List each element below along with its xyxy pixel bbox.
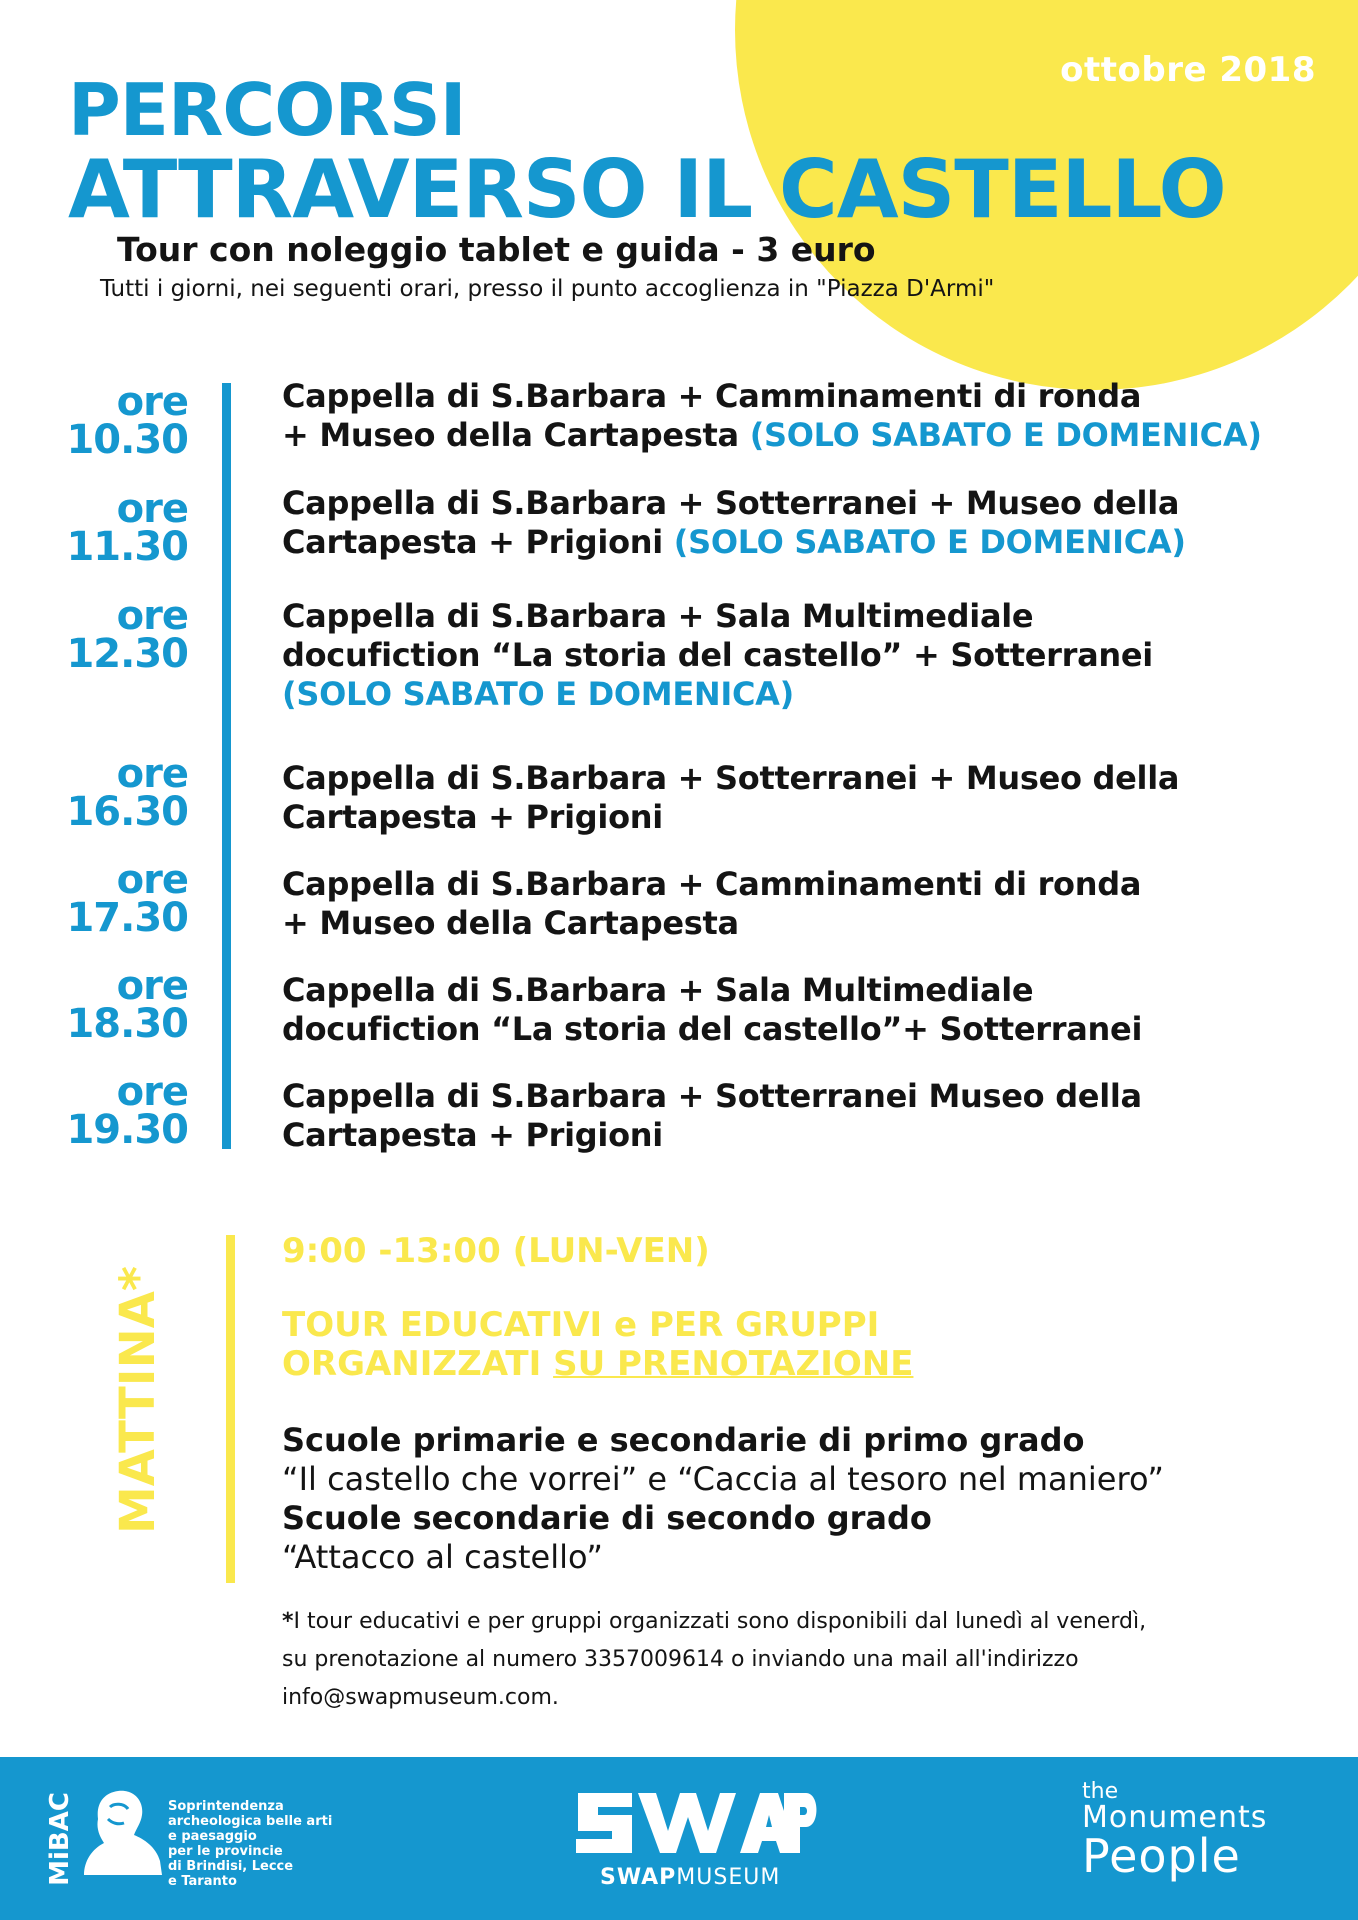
school-category-title: Scuole secondarie di secondo grado — [282, 1499, 932, 1537]
monuments-people: People — [1082, 1829, 1241, 1883]
weekend-note: (SOLO SABATO E DOMENICA) — [749, 416, 1262, 454]
swap-museum-label — [600, 1865, 780, 1890]
school-category-title: Scuole primarie e secondarie di primo grado — [282, 1421, 1085, 1459]
note-line: su prenotazione al numero 3357009614 o inviando una mail all'indirizzo — [282, 1647, 1079, 1672]
soprintendenza-line: Soprintendenza — [168, 1799, 284, 1814]
morning-divider-bar — [226, 1235, 235, 1583]
slot-time — [38, 857, 188, 941]
booking-note — [282, 1603, 1322, 1717]
soprintendenza-line: e paesaggio — [168, 1829, 257, 1844]
title-line-2: ATTRAVERSO IL CASTELLO — [68, 143, 1226, 236]
monuments-people-logo — [1082, 1779, 1268, 1883]
slot-time-value: 11.30 — [66, 524, 188, 570]
note-line: I tour educativi e per gruppi organizzati sono disponibili dal lunedì al venerdì, — [293, 1609, 1147, 1634]
slot-time — [38, 593, 188, 677]
soprintendenza-text — [168, 1799, 348, 1889]
slot-line: Cappella di S.Barbara + Sotterranei + Museo della — [282, 759, 1180, 797]
date-label: ottobre 2018 — [1060, 50, 1316, 90]
morning-hours: 9:00 -13:00 (LUN-VEN) — [282, 1231, 710, 1271]
slot-time-value: 12.30 — [66, 631, 188, 677]
schedule-divider-bar — [222, 383, 231, 1149]
slot-line: Cappella di S.Barbara + Sala Multimediale — [282, 597, 1034, 635]
slot-line: Cartapesta + Prigioni — [282, 798, 663, 836]
booking-link[interactable]: SU PRENOTAZIONE — [553, 1344, 914, 1384]
schools-section — [282, 1421, 1164, 1577]
subline: Tutti i giorni, nei seguenti orari, presso il punto accoglienza in "Piazza D'Armi" — [100, 276, 995, 302]
swap-logo-icon — [570, 1783, 820, 1863]
slot-description — [282, 377, 1352, 455]
slot-time-value: 19.30 — [66, 1107, 188, 1153]
slot-line: Cappella di S.Barbara + Sotterranei Museo della — [282, 1077, 1142, 1115]
slot-time-label: ore — [116, 857, 188, 903]
morning-tour-info — [282, 1306, 913, 1384]
swap-rest: MUSEUM — [676, 1865, 781, 1890]
monuments-word: Monuments — [1082, 1800, 1268, 1835]
title-line-1: PERCORSI — [68, 68, 466, 152]
soprintendenza-line: archeologica belle arti — [168, 1814, 333, 1829]
weekend-note: (SOLO SABATO E DOMENICA) — [282, 675, 794, 713]
page-title — [68, 68, 1226, 236]
slot-time-value: 18.30 — [66, 1001, 188, 1047]
weekend-note: (SOLO SABATO E DOMENICA) — [673, 523, 1186, 561]
school-tours: “Attacco al castello” — [282, 1538, 603, 1576]
subtitle: Tour con noleggio tablet e guida - 3 euro — [117, 230, 876, 269]
slot-time — [38, 751, 188, 835]
slot-line-text: + Museo della Cartapesta — [282, 416, 750, 454]
slot-line: docufiction “La storia del castello”+ Sotterranei — [282, 1010, 1143, 1048]
slot-description — [282, 865, 1352, 943]
monuments-the: the — [1082, 1779, 1119, 1804]
bust-icon — [78, 1785, 164, 1877]
slot-time-value: 10.30 — [66, 417, 188, 463]
slot-line: Cappella di S.Barbara + Camminamenti di ronda — [282, 865, 1142, 903]
slot-line: + Museo della Cartapesta — [282, 904, 739, 942]
slot-time-label: ore — [116, 963, 188, 1009]
slot-time — [38, 486, 188, 570]
slot-time — [38, 1069, 188, 1153]
morning-tour-line: TOUR EDUCATIVI e PER GRUPPI — [282, 1305, 880, 1345]
slot-time-label: ore — [116, 751, 188, 797]
footer — [0, 1757, 1358, 1920]
contact-email[interactable]: info@swapmuseum.com. — [282, 1685, 559, 1710]
slot-description — [282, 484, 1352, 562]
soprintendenza-line: e Taranto — [168, 1874, 237, 1889]
slot-line — [282, 416, 1352, 455]
note-asterisk: * — [282, 1609, 294, 1634]
slot-line: Cartapesta + Prigioni — [282, 1116, 663, 1154]
slot-time — [38, 379, 188, 463]
slot-time-value: 16.30 — [66, 789, 188, 835]
slot-line: docufiction “La storia del castello” + Sotterranei — [282, 636, 1153, 674]
slot-time-label: ore — [116, 379, 188, 425]
morning-tour-line — [282, 1345, 913, 1384]
slot-description — [282, 759, 1352, 837]
slot-line-text: Cartapesta + Prigioni — [282, 523, 674, 561]
slot-description — [282, 1077, 1352, 1155]
slot-line: Cappella di S.Barbara + Sotterranei + Museo della — [282, 484, 1180, 522]
soprintendenza-line: per le provincie — [168, 1844, 283, 1859]
slot-time-label: ore — [116, 486, 188, 532]
morning-side-label: MATTINA* — [110, 1265, 166, 1535]
slot-description — [282, 971, 1352, 1049]
slot-description — [282, 597, 1352, 714]
slot-time-label: ore — [116, 593, 188, 639]
slot-line — [282, 523, 1352, 562]
slot-line: Cappella di S.Barbara + Sala Multimediale — [282, 971, 1034, 1009]
mibac-logo: MiBAC — [45, 1792, 75, 1886]
school-tours: “Il castello che vorrei” e “Caccia al tesoro nel maniero” — [282, 1460, 1164, 1498]
slot-time-label: ore — [116, 1069, 188, 1115]
slot-time-value: 17.30 — [66, 895, 188, 941]
soprintendenza-line: di Brindisi, Lecce — [168, 1859, 294, 1874]
morning-tour-text: ORGANIZZATI — [282, 1344, 554, 1384]
slot-line: Cappella di S.Barbara + Camminamenti di ronda — [282, 377, 1142, 415]
swap-bold: SWAP — [600, 1865, 677, 1890]
slot-time — [38, 963, 188, 1047]
